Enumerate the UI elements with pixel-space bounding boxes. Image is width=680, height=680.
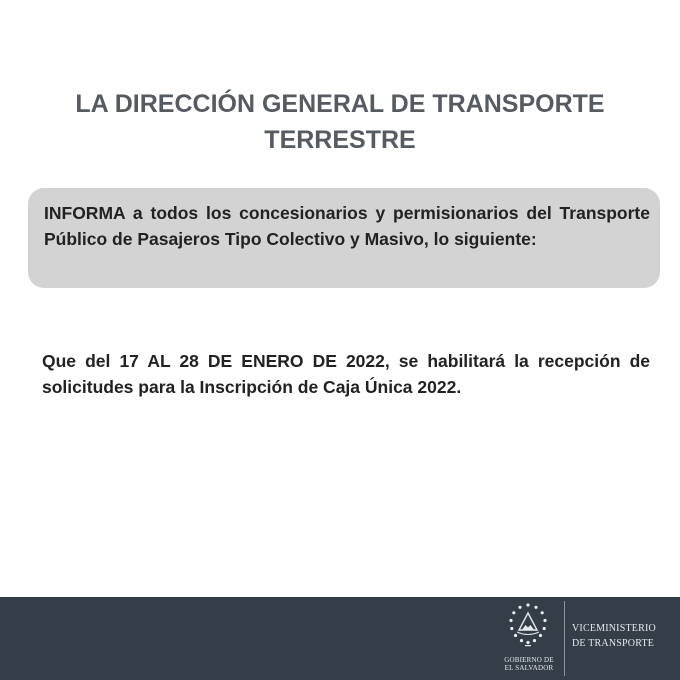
- notice-body-text: Que del 17 AL 28 DE ENERO DE 2022, se habilitará la recepción de solicitudes para la Inscripción de Caja Única 2022.: [42, 351, 650, 397]
- footer-divider: [564, 601, 565, 676]
- viceministerio-line2: DE TRANSPORTE: [572, 638, 655, 649]
- gobierno-line1: GOBIERNO DE: [504, 656, 554, 664]
- viceministerio-line1: VICEMINISTERIO: [572, 623, 656, 634]
- info-box: [28, 188, 660, 288]
- gobierno-line2: EL SALVADOR: [504, 664, 554, 672]
- notice-title-line1: LA DIRECCIÓN GENERAL DE TRANSPORTE: [75, 90, 605, 118]
- viceministerio-label: [572, 621, 676, 651]
- notice-title: [40, 86, 640, 158]
- gobierno-label: [493, 656, 565, 672]
- el-salvador-coat-of-arms-icon: [503, 601, 553, 657]
- info-text: INFORMA a todos los concesionarios y permisionarios del Transporte Público de Pasajeros Tipo Colectivo y Masivo, lo siguiente:: [44, 203, 650, 249]
- notice-title-line2: TERRESTRE: [264, 126, 416, 154]
- footer-bar: [0, 597, 680, 680]
